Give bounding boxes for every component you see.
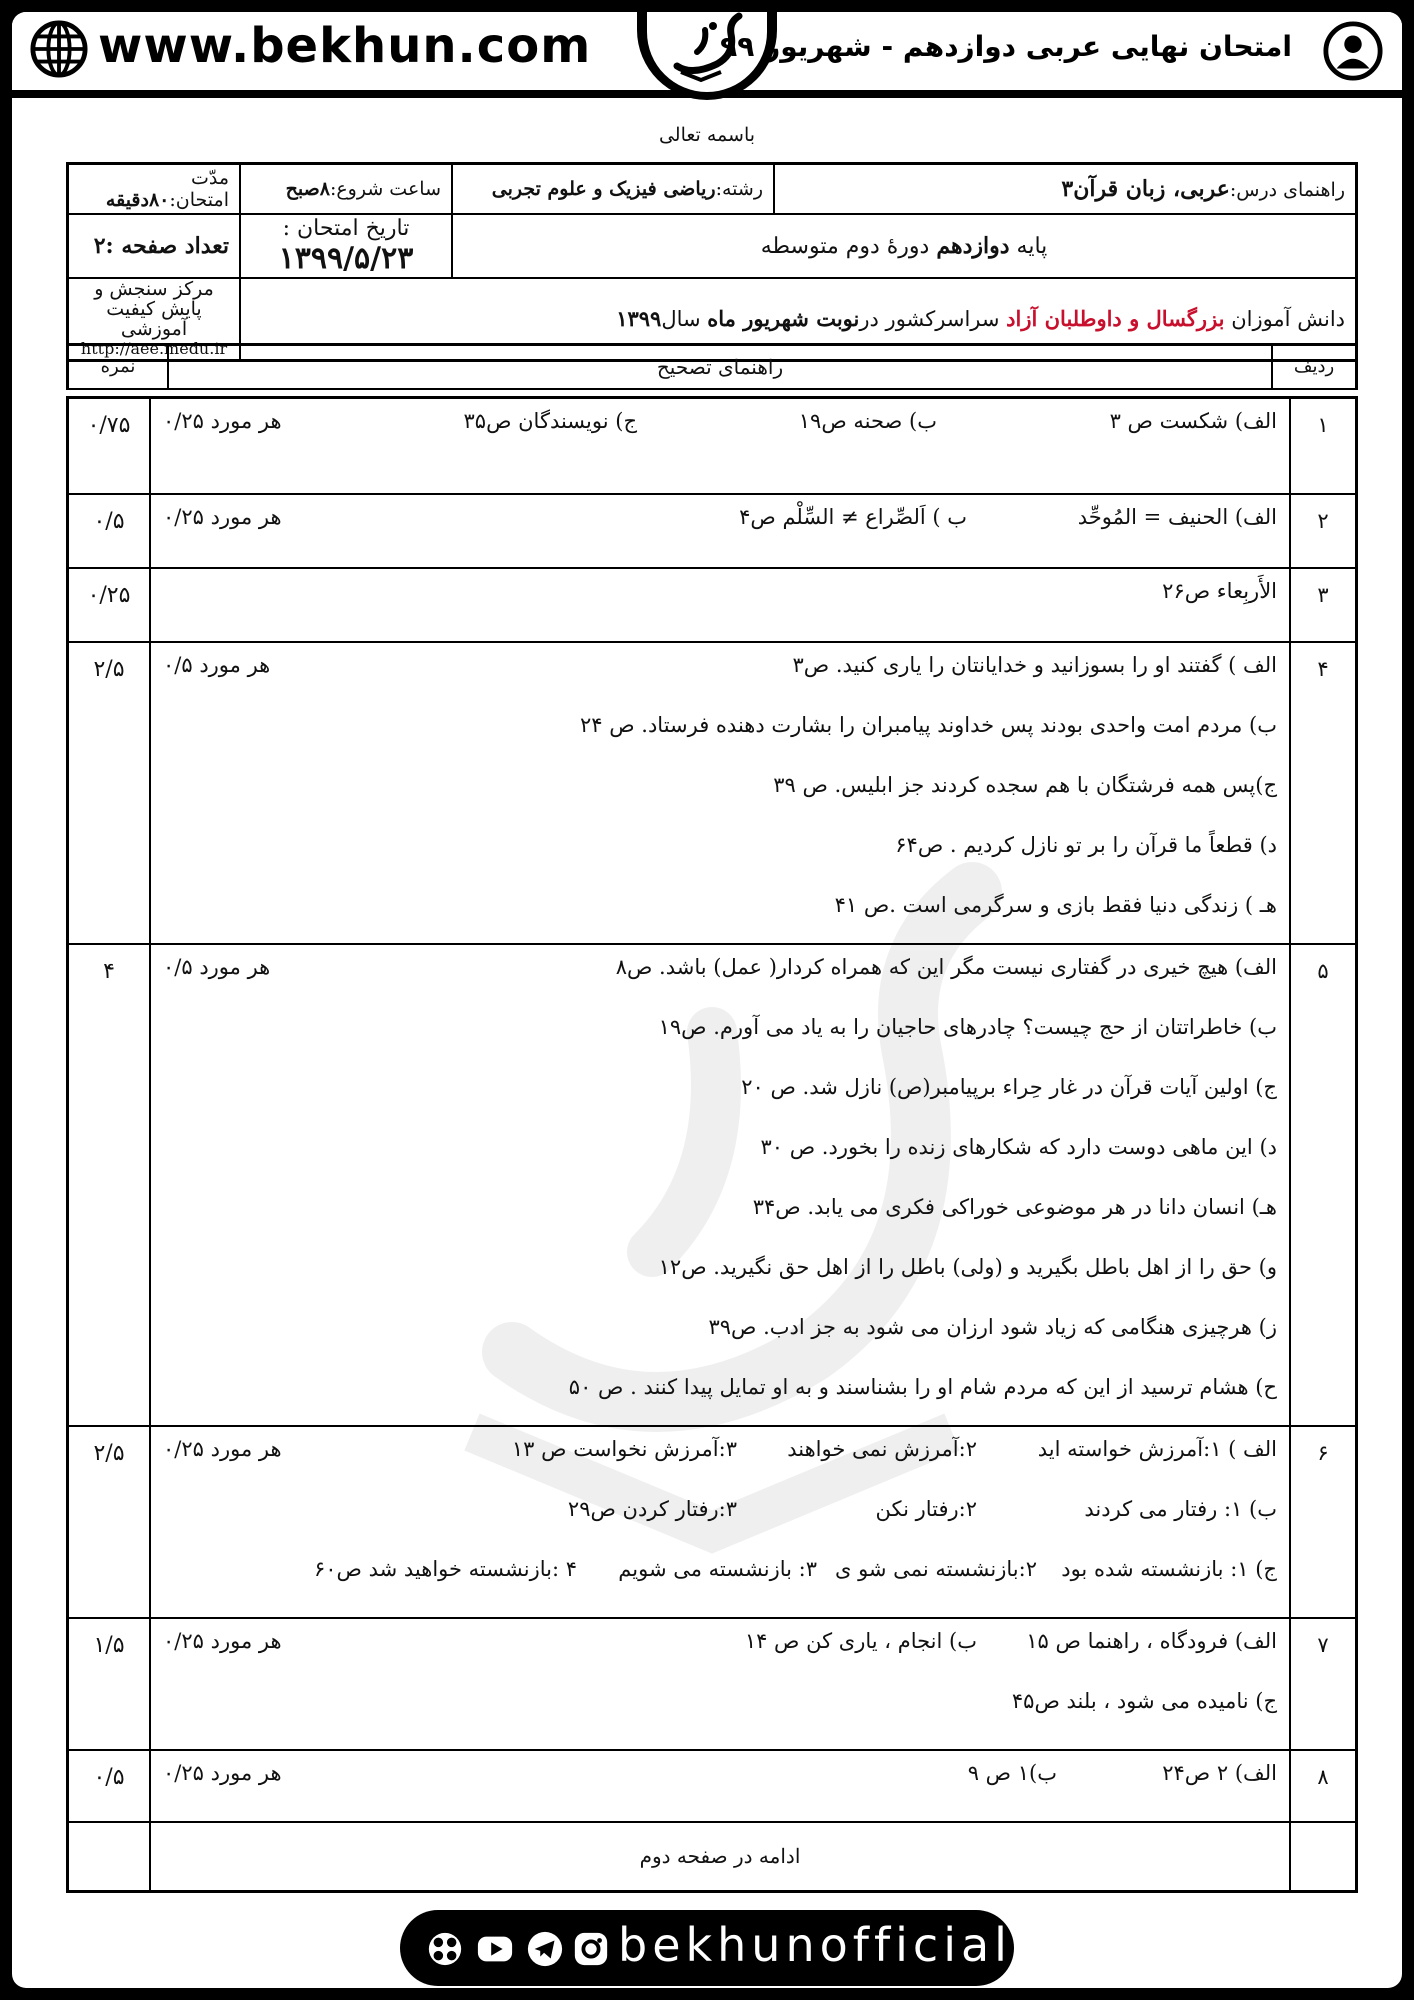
answer-item: ج) نویسندگان ص۳۵ bbox=[463, 409, 637, 433]
instagram-icon[interactable] bbox=[572, 1930, 610, 1968]
table-row bbox=[68, 1750, 1357, 1822]
continue-note: ادامه در صفحه دوم bbox=[150, 1822, 1290, 1892]
per-item-score: هر مورد ۰/۲۵ bbox=[163, 1436, 282, 1461]
answer-item: ج) ۱: بازنشسته شده بود bbox=[1061, 1556, 1277, 1581]
answer-item: ج) اولین آیات قرآن در غار حِراء برپیامبر(ص) نازل شد. ص ۲۰ bbox=[741, 1074, 1277, 1099]
answer-item: هـ ) زندگی دنیا فقط بازی و سرگرمی است .ص ۴۱ bbox=[834, 892, 1277, 917]
field-label: رشته: bbox=[715, 177, 763, 200]
answer-item: الف) الحنیف = المُوحِّد bbox=[1077, 504, 1277, 529]
answer-item: هـ) انسان دانا در هر موضوعی خوراکی فکری می یابد. ص۳۴ bbox=[752, 1194, 1277, 1219]
answer-item: و) حق را از اهل باطل بگیرید و (ولی) باطل را از اهل حق نگیرید. ص۱۲ bbox=[658, 1254, 1277, 1279]
field-value: ریاضی فیزیک و علوم تجربی bbox=[491, 177, 716, 200]
aparat-icon[interactable] bbox=[426, 1930, 464, 1968]
row-number: ۲ bbox=[1290, 494, 1357, 568]
col-score: نمره bbox=[68, 345, 169, 389]
answer-item: الف) هیچ خیری در گفتاری نیست مگر این که همراه کردار( عمل) باشد. ص۸ bbox=[615, 954, 1277, 979]
answer-item: ب ) اَلصِّراع ≠ السِّلْم ص۴ bbox=[739, 504, 967, 529]
students-text-3: سال bbox=[661, 307, 708, 331]
center-name: مرکز سنجش و پایش کیفیت آموزشی bbox=[94, 277, 214, 340]
row-score: ۱/۵ bbox=[68, 1618, 151, 1750]
pages-cell bbox=[68, 214, 241, 278]
students-text-1: دانش آموزان bbox=[1224, 307, 1345, 331]
answer-item: الأَربِعاء ص۲۶ bbox=[1162, 578, 1277, 603]
telegram-icon[interactable] bbox=[526, 1930, 564, 1968]
table-row bbox=[68, 1822, 1357, 1892]
answer-item: الف) شکست ص ۳ bbox=[1109, 409, 1277, 433]
per-item-score: هر مورد ۰/۲۵ bbox=[163, 1760, 282, 1785]
exam-answer-key-page bbox=[12, 12, 1402, 1988]
col-row: ردیف bbox=[1272, 345, 1357, 389]
answer-item: ز) هرچیزی هنگامی که زیاد شود ارزان می شود به جز ادب. ص۳۹ bbox=[708, 1314, 1277, 1339]
exam-info-table bbox=[66, 162, 1358, 362]
row-answer bbox=[150, 1750, 1290, 1822]
column-header bbox=[66, 343, 1358, 390]
per-item-score: هر مورد ۰/۵ bbox=[163, 954, 271, 979]
row-answer bbox=[150, 1426, 1290, 1618]
start-time-cell bbox=[240, 164, 452, 214]
per-item-score: هر مورد ۰/۲۵ bbox=[163, 409, 282, 433]
table-row bbox=[68, 642, 1357, 944]
answer-item: ۳:آمرزش نخواست ص ۱۳ bbox=[511, 1436, 737, 1461]
answers-table bbox=[66, 396, 1358, 1893]
answer-item: الف) ۲ ص۲۴ bbox=[1162, 1760, 1277, 1785]
table-row bbox=[68, 568, 1357, 642]
table-row bbox=[68, 1618, 1357, 1750]
grade-cell bbox=[452, 214, 1357, 278]
answer-item: ح) هشام ترسید از این که مردم شام او را بشناسند و به او تمایل پیدا کنند . ص ۵۰ bbox=[568, 1374, 1277, 1399]
per-item-score: هر مورد ۰/۲۵ bbox=[163, 1628, 282, 1653]
subject-cell bbox=[774, 164, 1357, 214]
answer-item: الف ) گفتند او را بسوزانید و خدایانتان را یاری کنید. ص۳ bbox=[792, 652, 1277, 677]
col-guide: راهنمای تصحیح bbox=[168, 345, 1272, 389]
pages-label: تعداد صفحه : bbox=[105, 232, 229, 259]
answer-item: ۲:بازنشسته نمی شو ی bbox=[834, 1556, 1037, 1581]
exam-title: امتحان نهایی عربی دوازدهم - شهریور ۹۹ bbox=[720, 30, 1292, 63]
center-url[interactable]: http://aee.medu.ir bbox=[80, 338, 228, 358]
website-link[interactable]: www.bekhun.com bbox=[98, 18, 592, 74]
besmellah: باسمه تعالی bbox=[658, 124, 756, 146]
answer-item: د) این ماهی دوست دارد که شکارهای زنده را بخورد. ص ۳۰ bbox=[760, 1134, 1277, 1159]
answer-item: د) قطعاً ما قرآن را بر تو نازل کردیم . ص۶۴ bbox=[895, 832, 1277, 857]
answer-item: ب) انجام ، یاری کن ص ۱۴ bbox=[744, 1628, 977, 1653]
empty-cell bbox=[68, 1822, 151, 1892]
per-item-score: هر مورد ۰/۲۵ bbox=[163, 504, 282, 529]
grade-label: پایه bbox=[1009, 233, 1048, 259]
social-bar bbox=[400, 1910, 1014, 1986]
row-number: ۴ bbox=[1290, 642, 1357, 944]
duration-value: ۸۰دقیقه bbox=[105, 188, 170, 211]
row-number: ۸ bbox=[1290, 1750, 1357, 1822]
row-score: ۰/۵ bbox=[68, 494, 151, 568]
row-answer bbox=[150, 568, 1290, 642]
row-number: ۵ bbox=[1290, 944, 1357, 1426]
date-label: تاریخ امتحان : bbox=[282, 215, 410, 241]
top-banner bbox=[12, 12, 1402, 98]
answer-item: ۲:آمرزش نمی خواهند bbox=[787, 1436, 977, 1461]
date-cell bbox=[240, 214, 452, 278]
subject-value: عربی، زبان قرآن۳ bbox=[1061, 175, 1230, 202]
row-score: ۲/۵ bbox=[68, 1426, 151, 1618]
row-answer bbox=[150, 642, 1290, 944]
students-highlight: بزرگسال و داوطلبان آزاد bbox=[1006, 306, 1225, 331]
grade-rest: دورۀ دوم متوسطه bbox=[760, 233, 937, 259]
subject-label: راهنمای درس: bbox=[1229, 178, 1345, 201]
answer-item: ۴ :بازنشسته خواهید شد ص۶۰ bbox=[313, 1556, 577, 1581]
date-value: ۱۳۹۹/۵/۲۳ bbox=[278, 240, 414, 276]
row-answer bbox=[150, 494, 1290, 568]
row-number: ۳ bbox=[1290, 568, 1357, 642]
table-row bbox=[68, 494, 1357, 568]
row-answer bbox=[150, 1618, 1290, 1750]
table-row bbox=[68, 398, 1357, 494]
row-score: ۰/۷۵ bbox=[68, 398, 151, 494]
answer-item: ۳: بازنشسته می شویم bbox=[618, 1556, 817, 1581]
row-score: ۲/۵ bbox=[68, 642, 151, 944]
pages-value: ۲ bbox=[93, 232, 106, 259]
students-text-2: سراسرکشور در bbox=[859, 307, 1007, 331]
answer-item: الف ) ۱:آمرزش خواسته اید bbox=[1037, 1436, 1277, 1461]
row-number: ۷ bbox=[1290, 1618, 1357, 1750]
row-score: ۰/۵ bbox=[68, 1750, 151, 1822]
youtube-icon[interactable] bbox=[476, 1930, 514, 1968]
answer-item: ب) خاطراتتان از حج چیست؟ چادرهای حاجیان را به یاد می آورم. ص۱۹ bbox=[658, 1014, 1277, 1039]
field-cell bbox=[452, 164, 774, 214]
row-number: ۶ bbox=[1290, 1426, 1357, 1618]
table-row bbox=[68, 1426, 1357, 1618]
globe-icon[interactable] bbox=[30, 20, 88, 78]
table-row bbox=[68, 944, 1357, 1426]
row-answer bbox=[150, 944, 1290, 1426]
answer-item: ۳:رفتار کردن ص۲۹ bbox=[567, 1496, 737, 1521]
row-score: ۰/۲۵ bbox=[68, 568, 151, 642]
answer-item: ب) مردم امت واحدی بودند پس خداوند پیامبران را بشارت دهنده فرستاد. ص ۲۴ bbox=[579, 712, 1277, 737]
answer-item: ج) نامیده می شود ، بلند ص۴۵ bbox=[1011, 1688, 1277, 1713]
grade-value: دوازدهم bbox=[936, 232, 1010, 259]
social-handle[interactable]: bekhunofficial bbox=[618, 1918, 1012, 1972]
user-icon[interactable] bbox=[1322, 20, 1384, 82]
duration-cell bbox=[68, 164, 241, 214]
answer-item: ج)پس همه فرشتگان با هم سجده کردند جز ابلیس. ص ۳۹ bbox=[773, 772, 1277, 797]
row-score: ۴ bbox=[68, 944, 151, 1426]
students-term: نوبت شهریور ماه bbox=[707, 306, 860, 331]
per-item-score: هر مورد ۰/۵ bbox=[163, 652, 271, 677]
answer-item: الف) فرودگاه ، راهنما ص ۱۵ bbox=[1026, 1628, 1277, 1653]
row-answer bbox=[150, 398, 1290, 494]
start-label: ساعت شروع: bbox=[329, 177, 441, 200]
answer-item: ب)۱ ص ۹ bbox=[967, 1760, 1057, 1785]
row-number: ۱ bbox=[1290, 398, 1357, 494]
start-value: ۸صبح bbox=[285, 177, 330, 200]
empty-cell bbox=[1290, 1822, 1357, 1892]
answer-item: ب) صحنه ص۱۹ bbox=[798, 409, 937, 433]
students-year: ۱۳۹۹ bbox=[616, 306, 662, 331]
answer-item: ب) ۱: رفتار می کردند bbox=[1084, 1496, 1277, 1521]
duration-label: مدّت امتحان: bbox=[169, 166, 229, 211]
answer-item: ۲:رفتار نکن bbox=[875, 1496, 977, 1521]
